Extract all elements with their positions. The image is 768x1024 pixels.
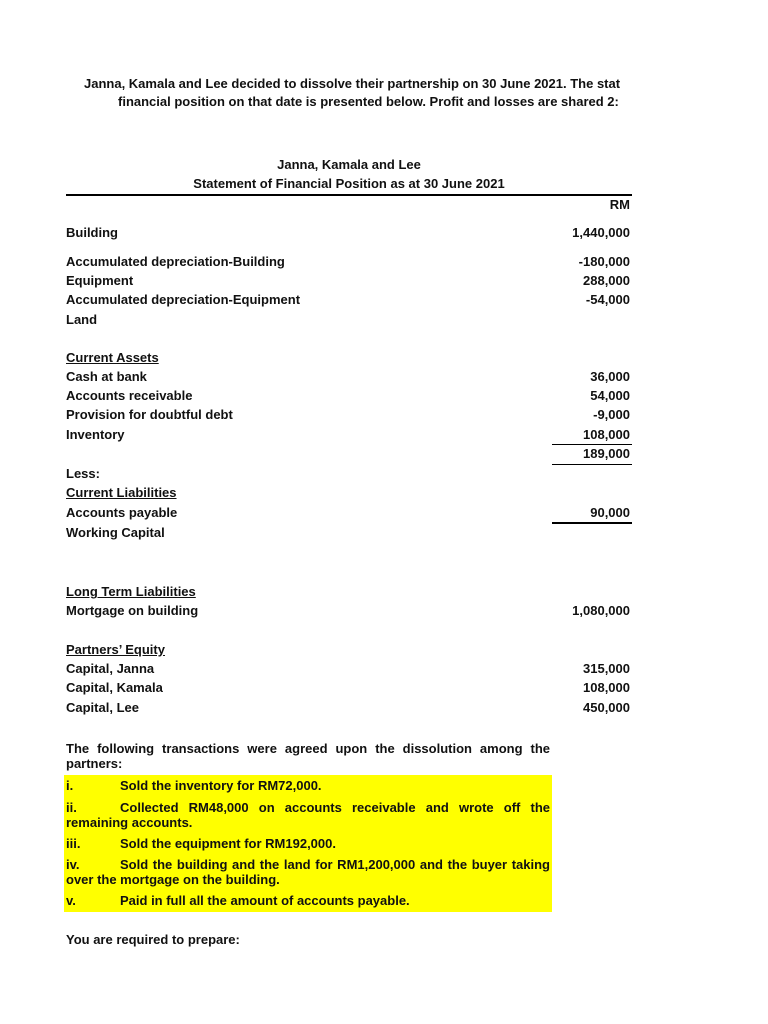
less-label: Less: bbox=[66, 466, 100, 481]
transaction-item-1 bbox=[66, 778, 550, 793]
row-cash bbox=[66, 369, 632, 387]
row-capital-kamala bbox=[66, 680, 632, 698]
row-equipment bbox=[66, 273, 632, 291]
payable-rule bbox=[552, 522, 632, 524]
item-number: i. bbox=[66, 778, 74, 793]
item-number: v. bbox=[66, 893, 76, 908]
row-label: Inventory bbox=[66, 427, 125, 442]
section-heading: Current Assets bbox=[66, 350, 159, 365]
intro-line-1: Janna, Kamala and Lee decided to dissolve their partnership on 30 June 2021. The stat bbox=[84, 76, 621, 91]
long-term-heading-row bbox=[66, 584, 632, 602]
row-provision bbox=[66, 407, 632, 425]
row-amount: 450,000 bbox=[583, 700, 630, 715]
row-amount: 189,000 bbox=[583, 446, 630, 461]
currency-row bbox=[66, 197, 632, 215]
transaction-item-4 bbox=[66, 857, 550, 887]
item-number: iv. bbox=[66, 857, 80, 872]
row-capital-lee bbox=[66, 700, 632, 718]
row-amount: 90,000 bbox=[590, 505, 630, 520]
current-liabilities-heading-row bbox=[66, 485, 632, 503]
subtotal-rule-top bbox=[552, 444, 632, 445]
currency-label: RM bbox=[609, 197, 630, 212]
row-amount: 288,000 bbox=[583, 273, 630, 288]
transaction-item-3 bbox=[66, 836, 550, 851]
row-inventory bbox=[66, 427, 632, 445]
row-label: Accounts payable bbox=[66, 505, 178, 520]
row-label: Building bbox=[66, 225, 118, 240]
row-amount: 54,000 bbox=[590, 388, 630, 403]
item-text: Sold the inventory for RM72,000. bbox=[120, 778, 322, 793]
transaction-item-2 bbox=[66, 800, 550, 830]
intro-line-2: financial position on that date is presented below. Profit and losses are shared 2: bbox=[118, 94, 619, 109]
item-number: ii. bbox=[66, 800, 77, 815]
row-label: Equipment bbox=[66, 273, 134, 288]
row-label: Accumulated depreciation-Equipment bbox=[66, 292, 301, 307]
item-text: Sold the building and the land for RM1,200,000 and the buyer taking over the mortgage on the building. bbox=[66, 857, 550, 887]
row-capital-janna bbox=[66, 661, 632, 679]
row-receivable bbox=[66, 388, 632, 406]
row-label: Provision for doubtful debt bbox=[66, 407, 233, 422]
row-label: Accounts receivable bbox=[66, 388, 193, 403]
item-text: Sold the equipment for RM192,000. bbox=[120, 836, 336, 851]
row-label: Cash at bank bbox=[66, 369, 147, 384]
row-amount: 1,440,000 bbox=[572, 225, 630, 240]
row-amount: 108,000 bbox=[583, 427, 630, 442]
row-acc-dep-building bbox=[66, 254, 632, 272]
statement-title: Statement of Financial Position as at 30 June 2021 bbox=[193, 176, 505, 191]
row-amount: 1,080,000 bbox=[572, 603, 630, 618]
row-label: Capital, Lee bbox=[66, 700, 139, 715]
row-land bbox=[66, 312, 632, 330]
item-text: Paid in full all the amount of accounts payable. bbox=[120, 893, 410, 908]
item-number: iii. bbox=[66, 836, 81, 851]
row-building bbox=[66, 225, 632, 243]
row-amount: -180,000 bbox=[578, 254, 630, 269]
subtotal-rule-bottom bbox=[552, 464, 632, 465]
row-current-assets-total bbox=[66, 446, 632, 464]
row-amount: 36,000 bbox=[590, 369, 630, 384]
row-label: Accumulated depreciation-Building bbox=[66, 254, 285, 269]
equity-heading-row bbox=[66, 642, 632, 660]
row-accounts-payable bbox=[66, 505, 632, 523]
row-amount: 108,000 bbox=[583, 680, 630, 695]
row-amount: 315,000 bbox=[583, 661, 630, 676]
required-prompt: You are required to prepare: bbox=[66, 932, 240, 947]
section-heading: Current Liabilities bbox=[66, 485, 177, 500]
row-working-capital bbox=[66, 525, 632, 543]
row-acc-dep-equipment bbox=[66, 292, 632, 310]
row-label: Working Capital bbox=[66, 525, 165, 540]
row-label: Capital, Janna bbox=[66, 661, 155, 676]
row-mortgage bbox=[66, 603, 632, 621]
intro-paragraph bbox=[0, 76, 768, 116]
transactions-intro: The following transactions were agreed upon the dissolution among the partners: bbox=[66, 741, 550, 771]
transaction-item-5 bbox=[66, 893, 550, 908]
row-amount: -54,000 bbox=[585, 292, 630, 307]
section-heading: Partners’ Equity bbox=[66, 642, 165, 657]
header-rule bbox=[66, 194, 632, 196]
row-label: Land bbox=[66, 312, 98, 327]
section-heading: Long Term Liabilities bbox=[66, 584, 196, 599]
item-text: Collected RM48,000 on accounts receivable and wrote off the remaining accounts. bbox=[66, 800, 550, 830]
row-amount: -9,000 bbox=[593, 407, 630, 422]
current-assets-heading-row bbox=[66, 350, 632, 368]
row-label: Mortgage on building bbox=[66, 603, 199, 618]
less-row bbox=[66, 466, 632, 484]
row-label: Capital, Kamala bbox=[66, 680, 163, 695]
entity-name: Janna, Kamala and Lee bbox=[277, 157, 421, 172]
